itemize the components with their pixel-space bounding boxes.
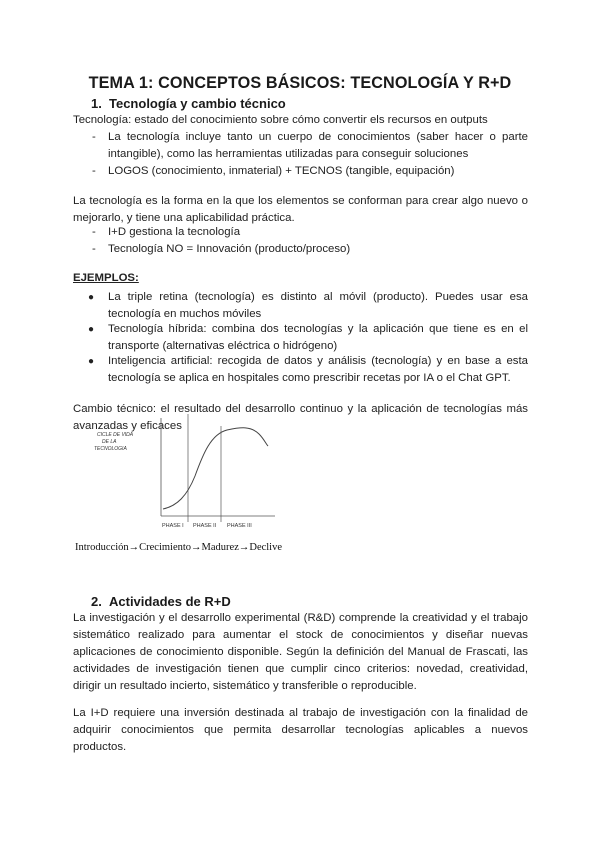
- cambio-tecnico-paragraph: Cambio técnico: el resultado del desarrollo continuo y la aplicación de tecnologías más avanzadas y eficaces: [73, 403, 528, 432]
- section-1-heading: Tecnología y cambio técnico: [109, 96, 286, 111]
- section-2-heading: Actividades de R+D: [109, 594, 231, 609]
- figure-label-line: TECNOLOGIA: [94, 446, 127, 452]
- dash-marker: -: [92, 243, 96, 255]
- technology-life-cycle-figure: [75, 414, 285, 534]
- bullet-dot-icon: ●: [88, 292, 95, 303]
- example-item: Tecnología híbrida: combina dos tecnologías y la aplicación que tiene es en el transporte (alternativas eléctrica o hidrógeno): [108, 323, 528, 352]
- example-item: La triple retina (tecnología) es distinto al móvil (producto). Puedes usar esa tecnología en muchos móviles: [108, 291, 528, 320]
- page-title: TEMA 1: CONCEPTOS BÁSICOS: TECNOLOGÍA Y R+D: [88, 74, 512, 92]
- bullet-dot-icon: ●: [88, 324, 95, 335]
- tecnologia-definition: Tecnología: estado del conocimiento sobre cómo convertir els recursos en outputs: [73, 114, 488, 126]
- phase-label: PHASE III: [227, 523, 252, 529]
- dash-marker: -: [92, 165, 96, 177]
- figure-label-line: DE LA: [102, 439, 117, 445]
- id-investment-paragraph: La I+D requiere una inversión destinada al trabajo de investigación con la finalidad de adquirir conocimientos que permita desarrollar tecnologías aplicables a nuevos productos.: [73, 707, 528, 753]
- dash-marker: -: [92, 131, 96, 143]
- section-2-number: 2.: [91, 594, 102, 609]
- list-item: I+D gestiona la tecnología: [108, 226, 241, 238]
- list-item: La tecnología incluye tanto un cuerpo de conocimientos (saber hacer o parte intangible), como las herramientas utilizadas para conseguir soluciones: [108, 131, 528, 160]
- example-item: Inteligencia artificial: recogida de datos y análisis (tecnología) y en base a esta tecnología se aplica en hospitales como prescribir recetas por IA o el Chat GPT.: [108, 355, 528, 384]
- figure-caption: Introducción→Crecimiento→Madurez→Declive: [75, 542, 283, 553]
- life-cycle-curve: [163, 428, 268, 509]
- bullet-dot-icon: ●: [88, 356, 95, 367]
- list-item: LOGOS (conocimiento, inmaterial) + TECNOS (tangible, equipación): [108, 165, 455, 177]
- phase-label: PHASE I: [162, 523, 184, 529]
- tecnologia-paragraph: La tecnología es la forma en la que los elementos se conforman para crear algo nuevo o mejorarlo, y tiene una aplicabilidad práctica.: [73, 195, 528, 224]
- rd-paragraph: La investigación y el desarrollo experimental (R&D) comprende la creatividad y el trabajo sistemático realizado para aumentar el stock de conocimientos y diseñar nuevas aplicaciones de conocimiento disponible. Según la definición del Manual de Frascati, las actividades de investigación tienen que cumplir cinco criterios: novedad, creatividad, dirigir un resultado incierto, sistemático y transferible o reproducible.: [73, 612, 528, 692]
- section-1-number: 1.: [91, 96, 102, 111]
- phase-label: PHASE II: [193, 523, 217, 529]
- list-item: Tecnología NO = Innovación (producto/proceso): [108, 243, 351, 255]
- examples-heading: EJEMPLOS:: [73, 272, 139, 284]
- dash-marker: -: [92, 226, 96, 238]
- figure-label-line: CICLE DE VIDA: [97, 432, 134, 438]
